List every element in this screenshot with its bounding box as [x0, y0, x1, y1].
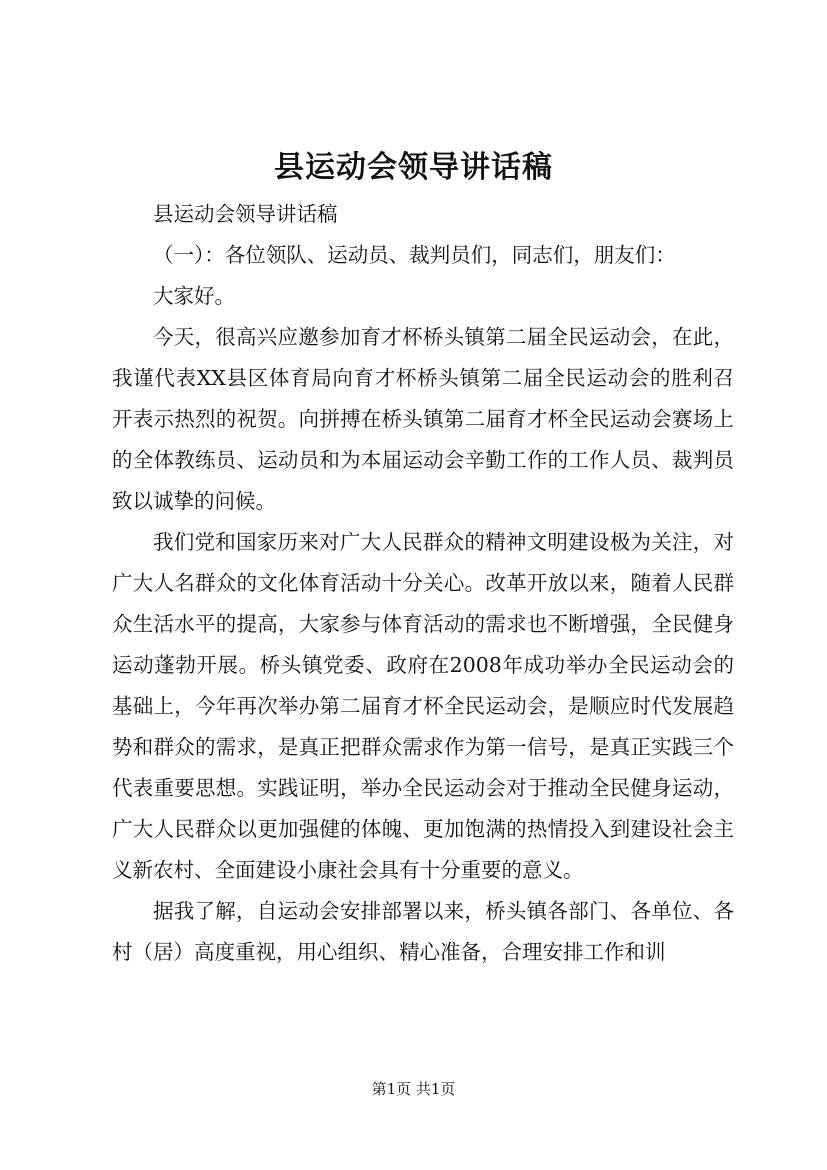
paragraph-greeting: 大家好。: [153, 284, 235, 308]
paragraph-salutation: （一）：各位领队、运动员、裁判员们，同志们，朋友们：: [153, 243, 676, 267]
page-footer: 第1页 共1页: [371, 1080, 456, 1098]
document-title: 县运动会领导讲话稿: [274, 150, 553, 185]
paragraph-congratulations: 今天，很高兴应邀参加育才杯桥头镇第二届全民运动会，在此，我谨代表XX县区体育局向育才杯桥头镇第二届全民运动会的胜利召开表示热烈的祝贺。向拼搏在桥头镇第二届育才杯全民运动会赛场上的全体教练员、运动员和为本届运动会辛勤工作的工作人员、裁判员致以诚挚的问候。: [112, 325, 734, 513]
document-body: [112, 194, 734, 973]
paragraph-preparation: 据我了解，自运动会安排部署以来，桥头镇各部门、各单位、各村（居）高度重视，用心组织、精心准备，合理安排工作和训: [112, 899, 734, 964]
paragraph-significance: 我们党和国家历来对广大人民群众的精神文明建设极为关注，对广大人名群众的文化体育活动十分关心。改革开放以来，随着人民群众生活水平的提高，大家参与体育活动的需求也不断增强，全民健身运动蓬勃开展。桥头镇党委、政府在2008年成功举办全民运动会的基础上，今年再次举办第二届育才杯全民运动会，是顺应时代发展趋势和群众的需求，是真正把群众需求作为第一信号，是真正实践三个代表重要思想。实践证明，举办全民运动会对于推动全民健身运动，广大人民群众以更加强健的体魄、更加饱满的热情投入到建设社会主义新农村、全面建设小康社会具有十分重要的意义。: [112, 530, 734, 882]
paragraph-subtitle: 县运动会领导讲话稿: [153, 202, 338, 226]
